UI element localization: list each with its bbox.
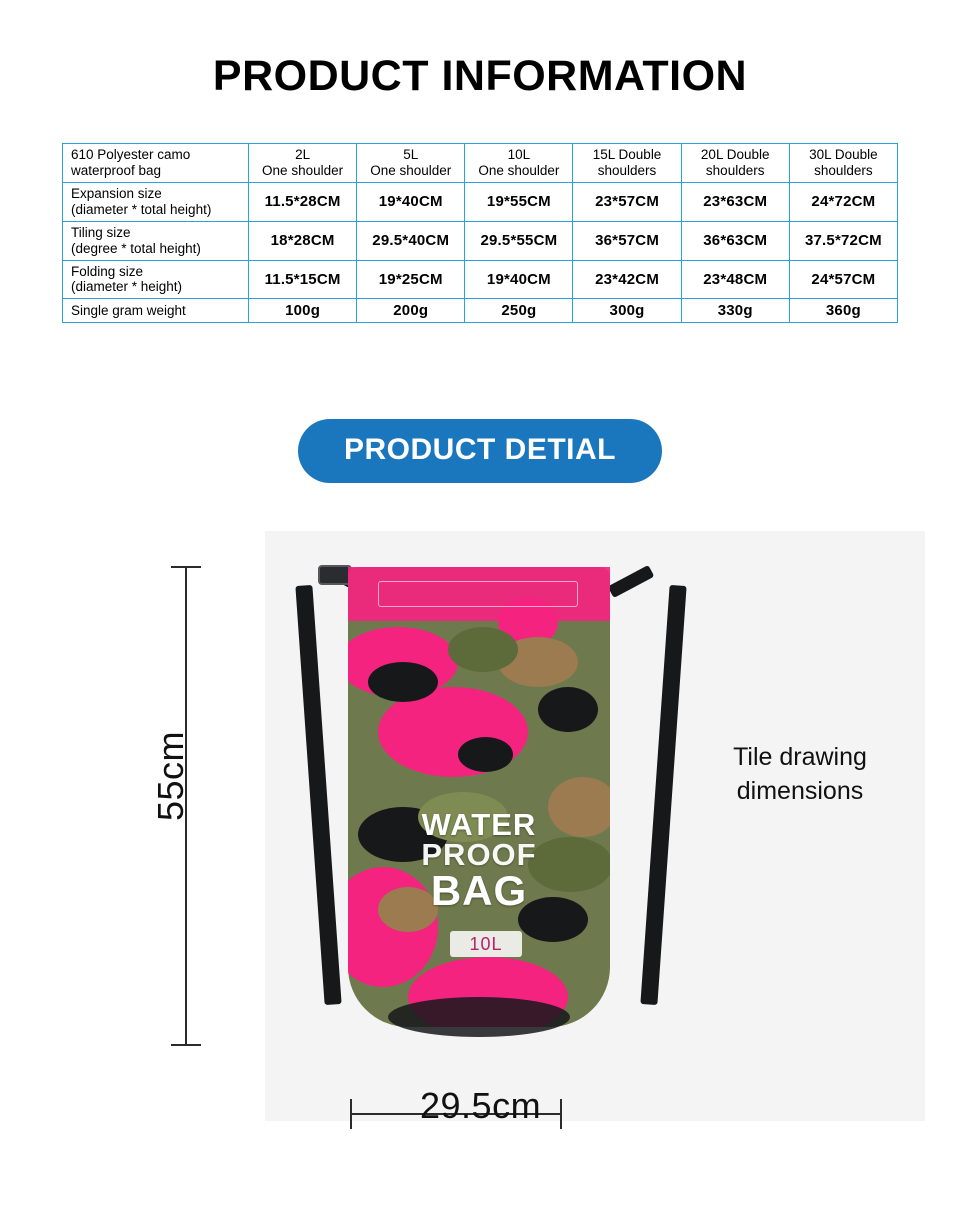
table-cell: 100g bbox=[249, 299, 357, 323]
page-title: PRODUCT INFORMATION bbox=[212, 52, 748, 100]
product-photo-area bbox=[0, 531, 960, 1171]
column-header-sub: shoulders bbox=[597, 162, 657, 178]
bag-print-line-2: PROOF bbox=[421, 837, 537, 873]
buckle-icon bbox=[318, 565, 352, 585]
column-header-main: 15L Double bbox=[592, 147, 662, 162]
bag-body bbox=[348, 567, 610, 1027]
table-row-label bbox=[63, 299, 249, 323]
bag-print-line-1: WATER bbox=[421, 807, 537, 843]
product-detail-banner-row bbox=[0, 419, 960, 483]
table-cell: 24*72CM bbox=[789, 182, 897, 221]
column-header-main: 30L Double bbox=[809, 147, 878, 162]
column-header-main: 20L Double bbox=[700, 147, 770, 162]
column-header bbox=[465, 144, 573, 183]
table-cell: 200g bbox=[357, 299, 465, 323]
table-cell: 36*57CM bbox=[573, 221, 681, 260]
table-cell: 250g bbox=[465, 299, 573, 323]
row-label-sub: (diameter * total height) bbox=[71, 201, 212, 217]
table-row bbox=[63, 299, 898, 323]
column-header bbox=[681, 144, 789, 183]
row-label-sub: (diameter * height) bbox=[71, 279, 183, 295]
table-row-label bbox=[63, 182, 249, 221]
product-detail-banner: PRODUCT DETIAL bbox=[298, 419, 662, 483]
table-cell: 29.5*55CM bbox=[465, 221, 573, 260]
column-header-main: 10L bbox=[507, 147, 531, 162]
tile-drawing-note bbox=[700, 741, 900, 809]
column-header-main: 5L bbox=[403, 147, 419, 162]
table-cell: 11.5*15CM bbox=[249, 260, 357, 299]
table-cell: 18*28CM bbox=[249, 221, 357, 260]
column-header bbox=[249, 144, 357, 183]
row-label-sub: waterproof bag bbox=[71, 162, 162, 178]
table-cell: 37.5*72CM bbox=[789, 221, 897, 260]
height-dimension-label: 55cm bbox=[150, 731, 191, 822]
column-header bbox=[357, 144, 465, 183]
bag-print-line-3: BAG bbox=[430, 867, 528, 915]
table-cell: 36*63CM bbox=[681, 221, 789, 260]
table-cell: 23*42CM bbox=[573, 260, 681, 299]
table-row bbox=[63, 144, 898, 183]
row-label-main: Single gram weight bbox=[71, 302, 186, 318]
spec-table bbox=[62, 143, 898, 323]
table-row bbox=[63, 260, 898, 299]
column-header-sub: shoulders bbox=[705, 162, 765, 178]
table-cell: 23*57CM bbox=[573, 182, 681, 221]
table-cell: 19*40CM bbox=[357, 182, 465, 221]
row-label-main: Tiling size bbox=[71, 224, 131, 240]
roll-top-label-strip bbox=[378, 581, 578, 607]
table-row bbox=[63, 221, 898, 260]
column-header-sub: One shoulder bbox=[262, 162, 344, 178]
table-cell: 19*40CM bbox=[465, 260, 573, 299]
column-header-sub: shoulders bbox=[814, 162, 873, 178]
column-header-sub: One shoulder bbox=[478, 162, 560, 178]
tile-drawing-note-line-1: Tile drawing bbox=[733, 743, 867, 772]
table-cell: 23*63CM bbox=[681, 182, 789, 221]
camo-patch bbox=[538, 687, 598, 732]
column-header bbox=[789, 144, 897, 183]
shoulder-strap-right bbox=[640, 585, 686, 1005]
table-row-label bbox=[63, 260, 249, 299]
table-cell: 19*25CM bbox=[357, 260, 465, 299]
camo-patch bbox=[458, 737, 513, 772]
row-label-main: 610 Polyester camo bbox=[71, 147, 191, 162]
table-cell: 11.5*28CM bbox=[249, 182, 357, 221]
row-label-main: Folding size bbox=[71, 263, 144, 279]
table-cell: 24*57CM bbox=[789, 260, 897, 299]
shoulder-strap-left bbox=[295, 585, 341, 1005]
row-label-main: Expansion size bbox=[71, 185, 162, 201]
table-row-label bbox=[63, 144, 249, 183]
table-cell: 360g bbox=[789, 299, 897, 323]
table-cell: 23*48CM bbox=[681, 260, 789, 299]
table-row bbox=[63, 182, 898, 221]
table-cell: 330g bbox=[681, 299, 789, 323]
column-header-sub: One shoulder bbox=[370, 162, 452, 178]
bag-bottom-shadow bbox=[388, 997, 570, 1037]
column-header bbox=[573, 144, 681, 183]
tile-drawing-note-line-2: dimensions bbox=[736, 777, 864, 806]
width-dimension-label: 29.5cm bbox=[420, 1085, 542, 1127]
row-label-sub: (degree * total height) bbox=[71, 240, 201, 256]
bag-volume-badge: 10L bbox=[450, 931, 522, 957]
table-cell: 19*55CM bbox=[465, 182, 573, 221]
column-header-main: 2L bbox=[295, 147, 311, 162]
product-image-waterproof-bag bbox=[300, 545, 680, 1075]
table-cell: 29.5*40CM bbox=[357, 221, 465, 260]
table-row-label bbox=[63, 221, 249, 260]
table-cell: 300g bbox=[573, 299, 681, 323]
strap-connector-right bbox=[608, 565, 655, 598]
spec-table-wrapper bbox=[62, 143, 898, 323]
